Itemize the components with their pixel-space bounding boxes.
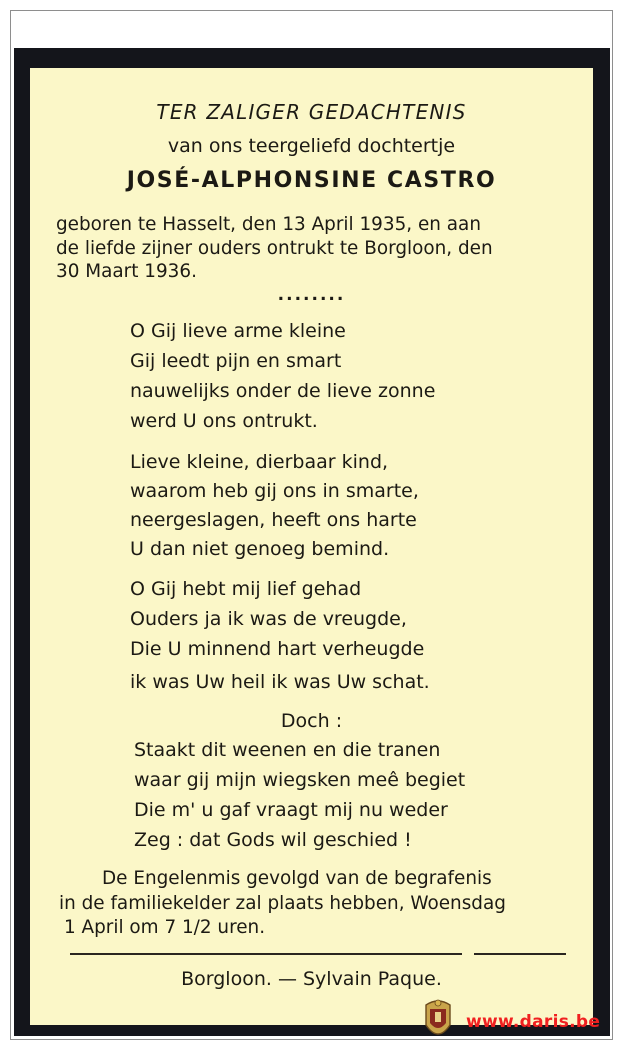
verse-line: nauwelijks onder de lieve zonne [130,380,436,402]
verse-line: neergeslagen, heeft ons harte [130,509,417,531]
watermark-site[interactable]: www.daris.be [466,1012,601,1032]
verse-line: U dan niet genoeg bemind. [130,538,390,560]
verse-line: werd U ons ontrukt. [130,410,318,432]
printer-line: Borgloon. — Sylvain Paque. [181,968,442,990]
card-subheading: van ons teergeliefd dochtertje [167,135,456,157]
verse-line: ik was Uw heil ik was Uw schat. [130,671,430,693]
verse-line: Die m' u gaf vraagt mij nu weder [134,799,448,821]
mass-line-3: 1 April om 7 1/2 uren. [64,917,266,938]
coat-of-arms-icon [423,999,453,1041]
verse-line: Die U minnend hart verheugde [130,638,425,660]
verse-line: waar gij mijn wiegsken meê begiet [134,769,466,791]
divider-rule-short [474,953,566,955]
mass-line-2: in de familiekelder zal plaats hebben, Woensdag [59,893,506,914]
verse-line: Staakt dit weenen en die tranen [134,739,441,761]
verse-line: Zeg : dat Gods wil geschied ! [134,829,412,851]
intro-line-1: geboren te Hasselt, den 13 April 1935, en aan [56,214,481,235]
deceased-name: JOSÉ-ALPHONSINE CASTRO [126,168,497,193]
verse-line: Lieve kleine, dierbaar kind, [130,451,389,473]
verse-line: Gij leedt pijn en smart [130,350,342,372]
verse-line: Ouders ja ik was de vreugde, [130,608,407,630]
intro-line-2: de liefde zijner ouders ontrukt te Borgloon, den [56,238,493,259]
verse-line: O Gij hebt mij lief gehad [130,578,362,600]
verse-line: O Gij lieve arme kleine [130,320,346,342]
mass-line-1: De Engelenmis gevolgd van de begrafenis [102,868,492,889]
divider-rule [70,953,462,955]
memorial-card [30,68,593,1025]
separator-dots: ........ [277,285,346,305]
intro-line-3: 30 Maart 1936. [56,261,197,282]
verse-line: waarom heb gij ons in smarte, [130,480,419,502]
doch-line: Doch : [280,710,343,732]
card-heading: TER ZALIGER GEDACHTENIS [156,100,467,124]
